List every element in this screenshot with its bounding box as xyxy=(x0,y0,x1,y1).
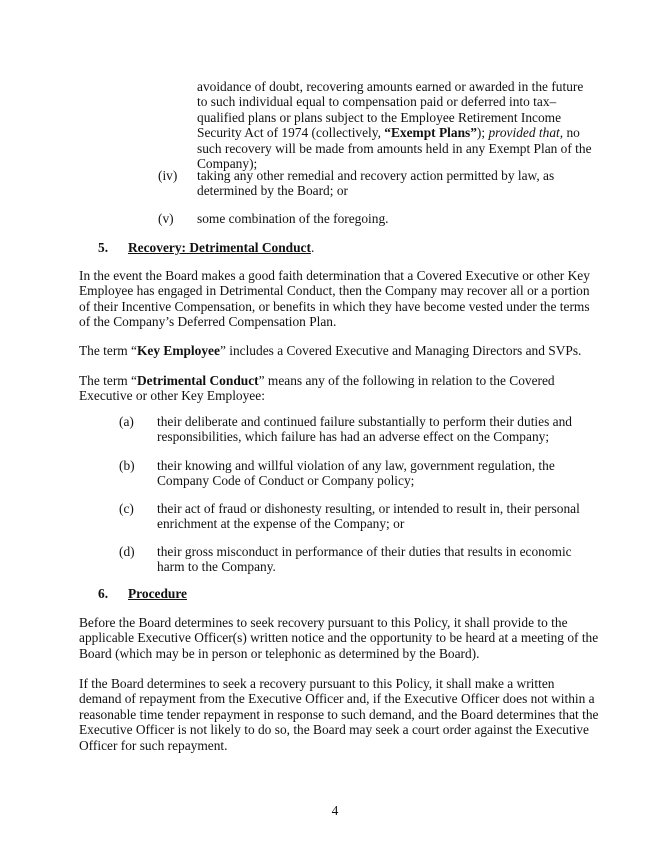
section-6-heading xyxy=(98,586,187,601)
list-item-text: their knowing and willful violation of any law, government regulation, the Company Code of Conduct or Company policy; xyxy=(157,458,555,489)
list-item-number: (d) xyxy=(119,544,135,559)
section-5-number: 5. xyxy=(98,240,109,255)
definition-text-before: The term “ xyxy=(79,343,137,358)
list-item-text: taking any other remedial and recovery action permitted by law, as determined by the Board; or xyxy=(197,168,555,199)
section-5-paragraph-1: In the event the Board makes a good faith determination that a Covered Executive or other Key Employee has engaged in Detrimental Conduct, then the Company may recover all or a portion of their Incentive Compensation, or benefits in which they have become vested under the terms of the Company’s Deferred Compensation Plan. xyxy=(79,268,590,330)
list-item-number: (c) xyxy=(119,501,134,516)
provided-that-term: provided that, xyxy=(488,125,564,141)
detrimental-conduct-term: Detrimental Conduct xyxy=(137,373,259,388)
section-5-title: Recovery: Detrimental Conduct xyxy=(128,240,311,255)
list-item-number: (b) xyxy=(119,458,135,473)
section-5-title-suffix: . xyxy=(310,240,315,255)
continuation-paragraph xyxy=(197,79,597,171)
detrimental-conduct-definition xyxy=(79,373,599,404)
section-6-paragraph-2: If the Board determines to seek a recovery pursuant to this Policy, it shall make a written demand of repayment from the Executive Officer and, if the Executive Officer does not within a reasonable time tender repayment in response to such demand, and the Board determines that the Executive Officer is not likely to do so, the Board may seek a court order against the Executive Officer for such repayment. xyxy=(79,676,599,753)
continuation-text-after: no such recovery will be made from amounts held in any Exempt Plan of the Company); xyxy=(197,125,592,172)
list-item-text: their deliberate and continued failure substantially to perform their duties and responsibilities, which failure has had an adverse effect on the Company; xyxy=(157,414,572,445)
definition-text-before: The term “ xyxy=(79,373,137,388)
section-6-number: 6. xyxy=(98,586,109,601)
list-item-number: (iv) xyxy=(158,168,178,183)
list-item-text: their gross misconduct in performance of their duties that results in economic harm to the Company. xyxy=(157,544,572,575)
list-item-iv xyxy=(158,168,577,199)
definition-text-after: ” means any of the following in relation to the Covered Executive or other Key Employee: xyxy=(79,373,555,404)
definition-text-after: ” includes a Covered Executive and Managing Directors and SVPs. xyxy=(219,343,582,358)
list-item-number: (a) xyxy=(119,414,134,429)
section-6-paragraph-1: Before the Board determines to seek recovery pursuant to this Policy, it shall provide to the applicable Executive Officer(s) written notice and the opportunity to be heard at a meeting of the Board (which may be in person or telephonic as determined by the Board). xyxy=(79,615,599,661)
continuation-text-before: avoidance of doubt, recovering amounts earned or awarded in the future to such individual equal to compensation paid or deferred into tax–qualified plans or plans subject to the Employee Retirement Income Security Act of 1974 (collectively, xyxy=(197,79,584,141)
list-item-a xyxy=(119,414,597,445)
continuation-text-middle: ); xyxy=(476,125,489,141)
list-item-text: some combination of the foregoing. xyxy=(197,211,389,226)
list-item-d xyxy=(119,544,597,575)
list-item-number: (v) xyxy=(158,211,174,226)
key-employee-term: Key Employee xyxy=(137,343,220,358)
exempt-plans-term: “Exempt Plans” xyxy=(384,125,477,141)
list-item-c xyxy=(119,501,597,532)
page-number: 4 xyxy=(331,803,339,818)
section-5-heading xyxy=(98,240,314,255)
key-employee-definition xyxy=(79,343,599,358)
list-item-text: their act of fraud or dishonesty resulting, or intended to result in, their personal enrichment at the expense of the Company; or xyxy=(157,501,580,532)
list-item-v xyxy=(158,211,577,226)
list-item-b xyxy=(119,458,597,489)
section-6-title: Procedure xyxy=(128,586,188,601)
